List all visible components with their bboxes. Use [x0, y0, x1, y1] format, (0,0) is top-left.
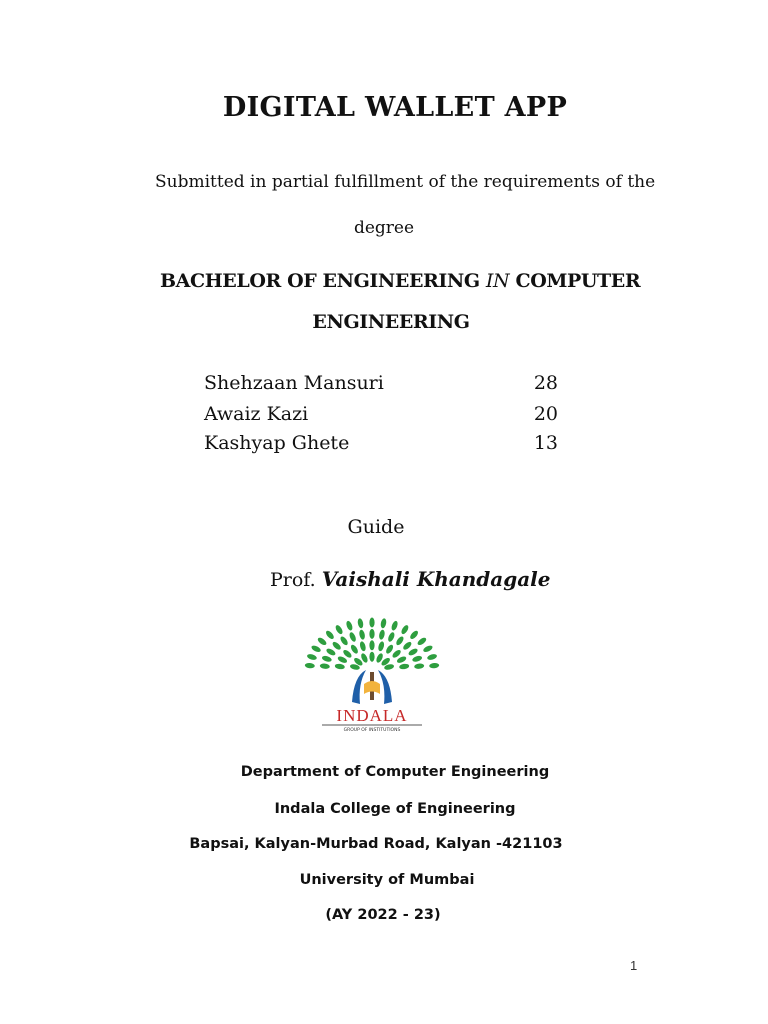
leaf-icon [359, 629, 366, 640]
guide-name-line [270, 567, 551, 591]
student-name: Awaiz Kazi [204, 403, 309, 425]
leaf-icon [400, 624, 410, 635]
student-roll: 13 [533, 432, 558, 454]
student-name: Shehzaan Mansuri [204, 372, 384, 394]
leaf-icon [409, 629, 420, 640]
leaf-icon [427, 653, 438, 661]
leaf-icon [385, 644, 395, 655]
degree-connector: IN [485, 270, 510, 292]
submission-line-1: Submitted in partial fulfillment of the requirements of the [155, 172, 656, 192]
leaf-icon [378, 629, 385, 640]
leaf-icon [310, 644, 321, 653]
leaf-icon [422, 644, 433, 653]
leaf-icon [377, 641, 385, 652]
left-hand-icon [352, 670, 366, 704]
leaf-icon [369, 618, 374, 628]
logo-text: INDALA [336, 706, 408, 725]
leaf-icon [337, 655, 348, 664]
guide-prefix: Prof. [270, 569, 316, 591]
leaf-icon [369, 640, 374, 650]
tree-logo-icon [302, 612, 442, 734]
report-title: DIGITAL WALLET APP [222, 92, 568, 123]
leaf-icon [387, 631, 396, 642]
degree-line-1 [160, 270, 640, 292]
logo-tagline: GROUP OF INSTITUTIONS [343, 728, 401, 733]
degree-line-2: ENGINEERING [312, 311, 470, 333]
leaf-icon [369, 629, 374, 639]
leaf-icon [407, 647, 418, 657]
university: University of Mumbai [299, 872, 475, 888]
leaf-icon [321, 655, 332, 663]
leaf-icon [412, 655, 423, 663]
right-hand-icon [378, 670, 392, 704]
leaf-icon [317, 636, 328, 646]
leaf-icon [334, 624, 344, 635]
leaf-icon [369, 652, 374, 662]
leaf-icon [305, 663, 315, 669]
college-address: Bapsai, Kalyan-Murbad Road, Kalyan -421103 [189, 836, 563, 852]
leaf-icon [399, 663, 410, 670]
college-name: Indala College of Engineering [274, 801, 516, 817]
guide-label: Guide [347, 516, 405, 538]
leaf-icon [334, 663, 345, 670]
student-name: Kashyap Ghete [204, 432, 350, 454]
submission-line-2: degree [353, 218, 415, 238]
leaf-icon [416, 636, 427, 646]
leaf-icon [306, 653, 317, 661]
leaf-icon [357, 618, 364, 629]
leaf-icon [414, 663, 424, 669]
leaf-icon [395, 635, 405, 646]
guide-name: Vaishali Khandagale [321, 567, 551, 591]
indala-logo [302, 612, 442, 734]
student-roll: 28 [533, 372, 558, 394]
leaf-icon [429, 663, 439, 669]
leaf-icon [325, 629, 336, 640]
leaf-icon [331, 641, 342, 652]
academic-year: (AY 2022 - 23) [325, 907, 441, 923]
leaf-icon [396, 655, 407, 664]
page-number: 1 [630, 958, 638, 973]
leaf-icon [380, 618, 387, 629]
leaf-icon [320, 663, 330, 669]
leaf-icon [402, 641, 413, 652]
leaf-icon [348, 631, 357, 642]
degree-part-1: BACHELOR OF ENGINEERING [160, 270, 480, 292]
leaf-icon [359, 641, 367, 652]
department: Department of Computer Engineering [240, 764, 550, 780]
degree-part-2: COMPUTER [515, 270, 641, 292]
leaf-icon [325, 647, 336, 657]
leaf-icon [339, 635, 349, 646]
leaf-icon [349, 644, 359, 655]
student-roll: 20 [533, 403, 558, 425]
leaf-icon [390, 620, 398, 631]
leaf-icon [345, 620, 353, 631]
